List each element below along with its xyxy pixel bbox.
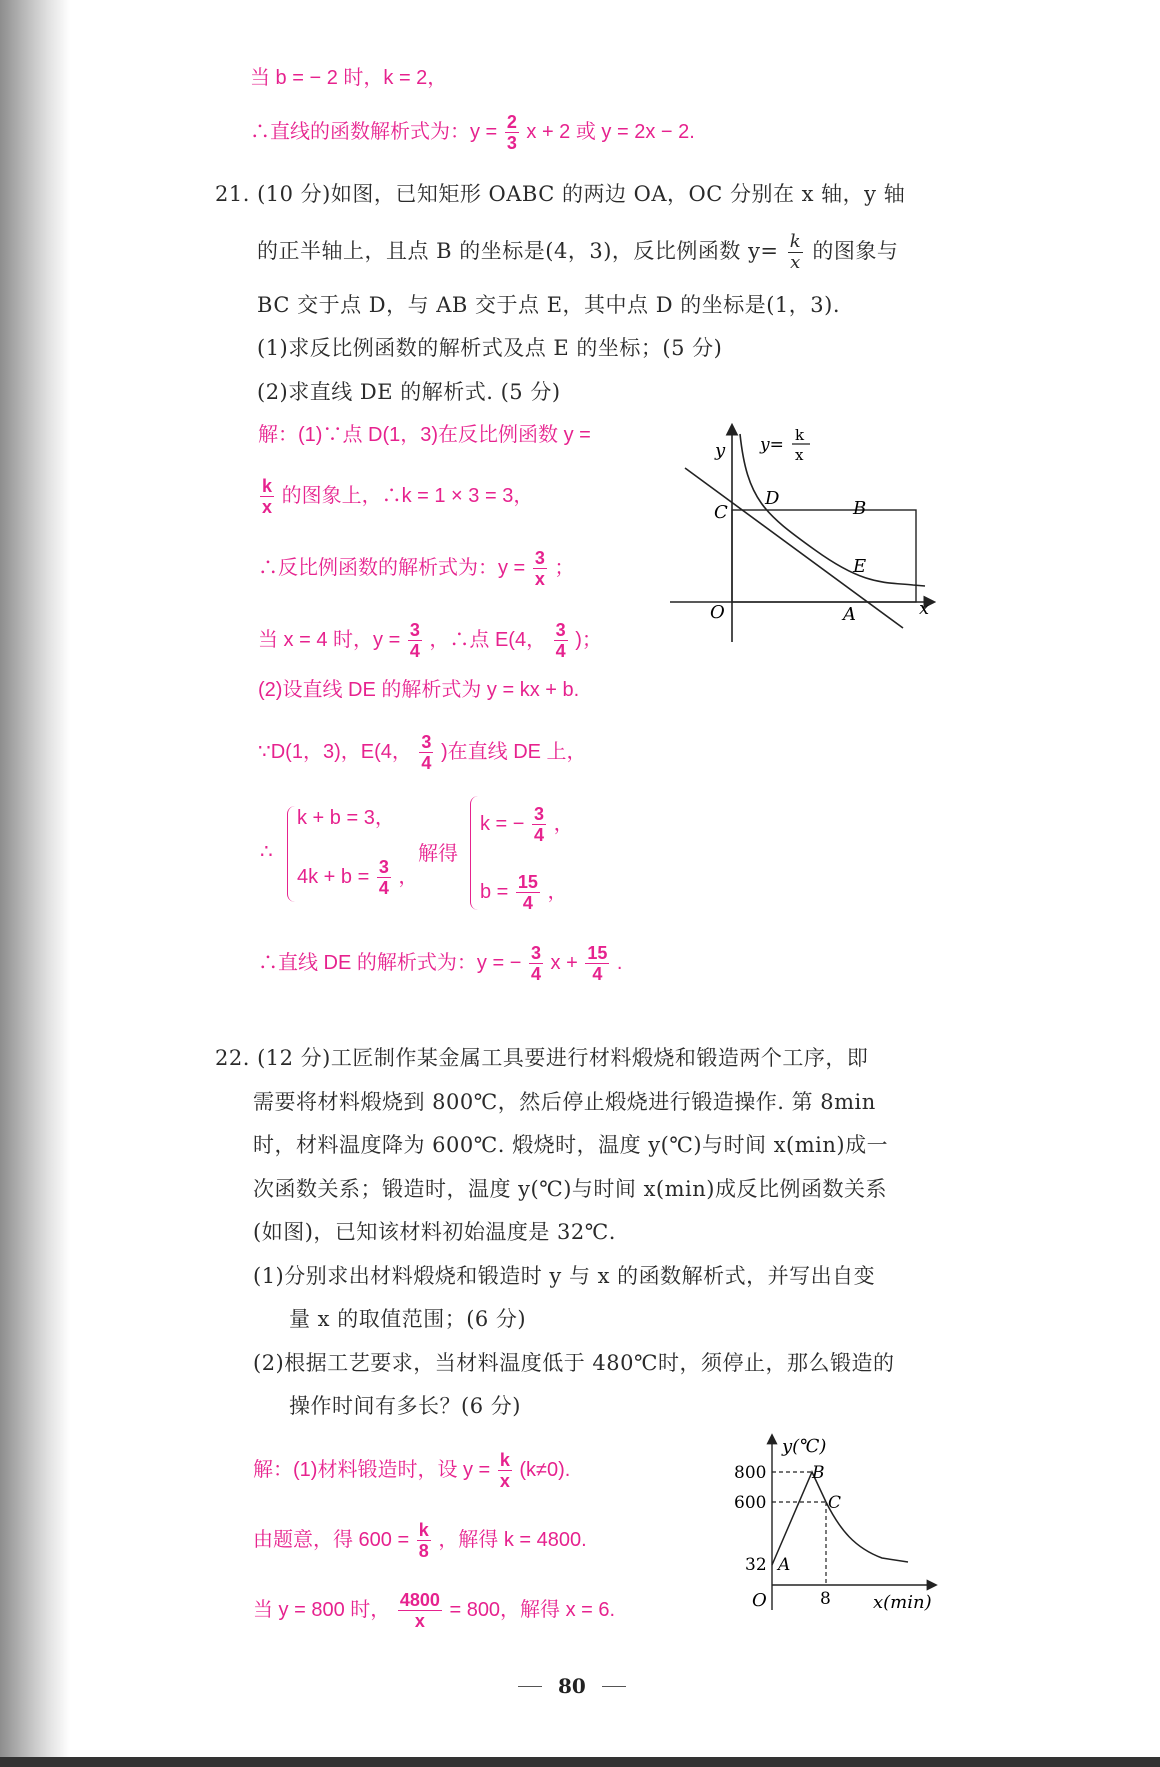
sol21-final: ∴直线 DE 的解析式为：y = − $\frac{3}{4}$ x + $\frac{15}{4}$ . — [258, 943, 623, 984]
bottom-edge-bar — [0, 1757, 1160, 1767]
result-k: k = − $\frac{3}{4}$ ， — [480, 804, 574, 845]
fig22-y32: 32 — [745, 1555, 767, 1575]
fig21-d-label: D — [765, 488, 780, 509]
sol22-line-2: 由题意，得 600 = $\frac{k}{8}$ ，解得 k = 4800. — [253, 1520, 587, 1561]
figure-22-graph — [730, 1430, 940, 1615]
sol21-line-2: $\frac{k}{x}$ 的图象上，∴k = 1 × 3 = 3， — [262, 476, 534, 517]
q22-line-4: 次函数关系；锻造时，温度 y(℃)与时间 x(min)成反比例函数关系 — [253, 1177, 887, 1201]
result-b: b = $\frac{15}{4}$ ， — [480, 872, 568, 913]
q21-line-1: 21. (10 分)如图，已知矩形 OABC 的两边 OA，OC 分别在 x 轴，y 轴 — [215, 182, 906, 206]
sys-eq-1: k + b = 3， — [297, 807, 395, 829]
q22-line-2: 需要将材料煅烧到 800℃，然后停止煅烧进行锻造操作. 第 8min — [253, 1090, 876, 1114]
q22-line-5: (如图)，已知该材料初始温度是 32℃. — [253, 1220, 616, 1244]
sol21-line-3: ∴反比例函数的解析式为：y = $\frac{3}{x}$ ； — [258, 548, 575, 589]
page-number: 80 — [558, 1674, 586, 1698]
fig21-eq-num: k — [795, 426, 805, 444]
fig22-x-label: x(min) — [873, 1592, 932, 1613]
fig21-o-label: O — [710, 602, 725, 623]
footer-dash-right — [602, 1686, 626, 1687]
fig21-e-label: E — [853, 556, 867, 577]
fig21-a-label: A — [843, 604, 856, 625]
sys-therefore: ∴ — [260, 841, 273, 863]
fig21-y-label: y — [715, 440, 726, 461]
q21-line-2: 的正半轴上，且点 B 的坐标是(4，3)，反比例函数 y= $\frac{k}{x}$ 的图象与 — [257, 231, 899, 273]
q21-line-5: (2)求直线 DE 的解析式. (5 分) — [257, 380, 561, 404]
left-brace — [287, 806, 296, 902]
fig21-x-label: x — [919, 598, 930, 619]
q22-line-8: (2)根据工艺要求，当材料温度低于 480℃时，须停止，那么锻造的 — [253, 1351, 895, 1375]
q22-line-3: 时，材料温度降为 600℃. 煅烧时，温度 y(℃)与时间 x(min)成一 — [253, 1133, 889, 1157]
q22-line-6: (1)分别求出材料煅烧和锻造时 y 与 x 的函数解析式，并写出自变 — [253, 1264, 876, 1288]
right-brace — [470, 796, 479, 910]
top-line-1: 当 b = − 2 时，k = 2， — [250, 67, 448, 89]
fig21-eq-den: x — [795, 446, 804, 464]
sol21-line-5: (2)设直线 DE 的解析式为 y = kx + b. — [258, 679, 580, 701]
fig22-y600: 600 — [734, 1493, 767, 1513]
sol21-line-1: 解：(1)∵点 D(1，3)在反比例函数 y = — [258, 424, 591, 446]
fig22-linear-segment — [772, 1472, 826, 1565]
fig22-o-label: O — [752, 1590, 767, 1611]
q22-line-7: 量 x 的取值范围；(6 分) — [289, 1307, 527, 1331]
q22-line-9: 操作时间有多长？(6 分) — [289, 1394, 521, 1418]
sys-eq-2: 4k + b = $\frac{3}{4}$ ， — [297, 857, 419, 898]
sol22-line-1: 解：(1)材料锻造时，设 y = $\frac{k}{x}$ (k≠0). — [253, 1450, 571, 1491]
sol21-line-6: ∵D(1，3)，E(4， $\frac{3}{4}$ )在直线 DE 上， — [258, 732, 587, 773]
fig22-x8: 8 — [820, 1589, 831, 1609]
q21-line-3: BC 交于点 D，与 AB 交于点 E，其中点 D 的坐标是(1，3). — [257, 293, 840, 317]
fig22-y800: 800 — [734, 1463, 767, 1483]
book-spine-shadow — [0, 0, 70, 1767]
fig22-y-label: y(℃) — [782, 1436, 827, 1457]
fig22-b-label: B — [812, 1463, 825, 1483]
sol21-line-4: 当 x = 4 时，y = $\frac{3}{4}$ ，∴点 E(4， $\frac{3}{4}$ )； — [258, 620, 602, 661]
q21-line-4: (1)求反比例函数的解析式及点 E 的坐标；(5 分) — [257, 336, 723, 360]
q22-line-1: 22. (12 分)工匠制作某金属工具要进行材料煅烧和锻造两个工序，即 — [215, 1046, 869, 1070]
solve-label: 解得 — [418, 843, 458, 865]
fig21-c-label: C — [714, 502, 728, 523]
fig22-a-label: A — [778, 1555, 791, 1575]
fig21-b-label: B — [853, 498, 867, 519]
fig22-c-label: C — [828, 1493, 842, 1513]
top-line-2: ∴直线的函数解析式为：y = $\frac{2}{3}$ x + 2 或 y = 2x − 2. — [250, 112, 695, 153]
sol22-line-3: 当 y = 800 时， $\frac{4800}{x}$ = 800，解得 x = 6. — [253, 1590, 616, 1631]
fig21-eq-prefix: y= — [760, 435, 784, 455]
footer-dash-left — [518, 1686, 542, 1687]
figure-21-graph — [665, 420, 940, 645]
